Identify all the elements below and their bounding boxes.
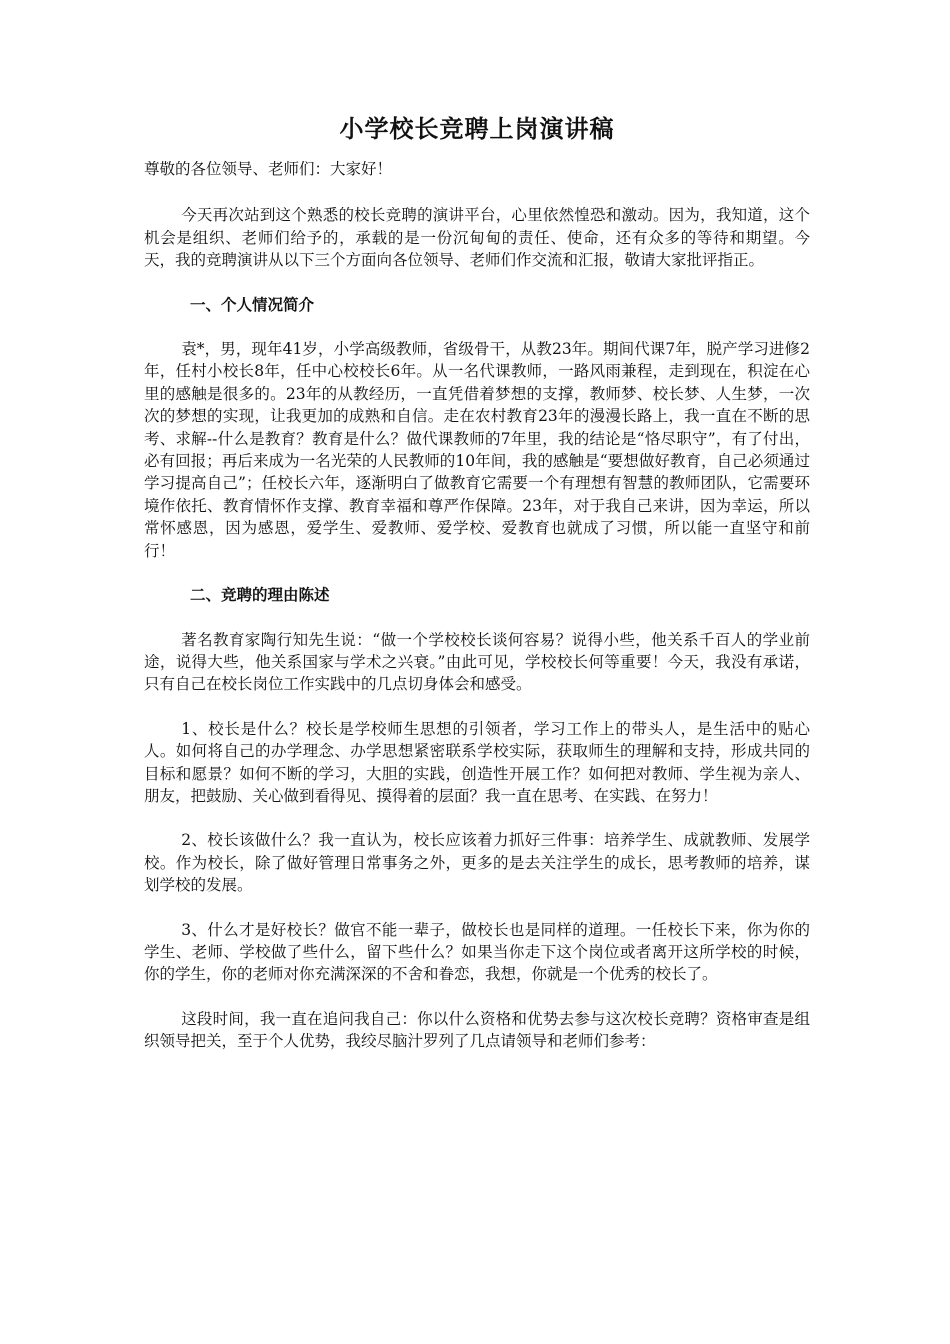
- section-heading-personal-info: 一、个人情况简介: [190, 295, 315, 314]
- greeting-line: 尊敬的各位领导、老师们：大家好！: [144, 160, 393, 178]
- reasons-paragraph-closing: 这段时间，我一直在追问我自己：你以什么资格和优势去参与这次校长竞聘？资格审查是组织领导把关，至于个人优势，我绞尽脑汁罗列了几点请领导和老师们参考：: [144, 1009, 810, 1051]
- reasons-paragraph-2: 2、校长该做什么？我一直认为，校长应该着力抓好三件事：培养学生、成就教师、发展学校。作为校长，除了做好管理日常事务之外，更多的是去关注学生的成长，思考教师的培养，谋划学校的发展。: [144, 831, 810, 895]
- reasons-paragraph-3: 3、什么才是好校长？做官不能一辈子，做校长也是同样的道理。一任校长下来，你为你的学生、老师、学校做了些什么，留下些什么？如果当你走下这个岗位或者离开这所学校的时候，你的学生，你的老师对你充满深深的不舍和眷恋，我想，你就是一个优秀的校长了。: [144, 920, 810, 984]
- section-heading-reasons: 二、竞聘的理由陈述: [190, 586, 330, 605]
- personal-info-paragraph: 袁*，男，现年41岁，小学高级教师，省级骨干，从教23年。期间代课7年，脱产学习进修2年，任村小校长8年，任中心校校长6年。从一名代课教师，一路风雨兼程，走到现在，积淀在心里的感触是很多的。23年的从教经历，一直凭借着梦想的支撑，教师梦、校长梦、人生梦，一次次的梦想的实现，让我更加的成熟和自信。走在农村教育23年的漫漫长路上，我一直在不断的思考、求解--什么是教育？教育是什么？做代课教师的7年里，我的结论是“恪尽职守”，有了付出，必有回报；再后来成为一名光荣的人民教师的10年间，我的感触是“要想做好教育，自己必须通过学习提高自己”；任校长六年，逐渐明白了做教育它需要一个有理想有智慧的教师团队，它需要环境作依托、教育情怀作支撑、教育幸福和尊严作保障。23年，对于我自己来讲，因为幸运，所以常怀感恩，因为感恩，爱学生、爱教师、爱学校、爱教育也就成了习惯，所以能一直坚守和前行！: [144, 340, 810, 560]
- intro-paragraph: 今天再次站到这个熟悉的校长竞聘的演讲平台，心里依然惶恐和激动。因为，我知道，这个机会是组织、老师们给予的，承载的是一份沉甸甸的责任、使命，还有众多的等待和期望。今天，我的竞聘演讲从以下三个方面向各位领导、老师们作交流和汇报，敬请大家批评指正。: [144, 206, 810, 270]
- reasons-paragraph-quote: 著名教育家陶行知先生说：“做一个学校校长谈何容易？说得小些，他关系千百人的学业前途，说得大些，他关系国家与学术之兴衰。”由此可见，学校校长何等重要！今天，我没有承诺，只有自己在校长岗位工作实践中的几点切身体会和感受。: [144, 630, 810, 694]
- document-title: 小学校长竞聘上岗演讲稿: [339, 115, 615, 143]
- reasons-paragraph-1: 1、校长是什么？校长是学校师生思想的引领者，学习工作上的带头人，是生活中的贴心人。如何将自己的办学理念、办学思想紧密联系学校实际，获取师生的理解和支持，形成共同的目标和愿景？如何不断的学习，大胆的实践，创造性开展工作？如何把对教师、学生视为亲人、朋友，把鼓励、关心做到看得见、摸得着的层面？我一直在思考、在实践、在努力！: [144, 719, 810, 805]
- document-body: [144, 114, 810, 1075]
